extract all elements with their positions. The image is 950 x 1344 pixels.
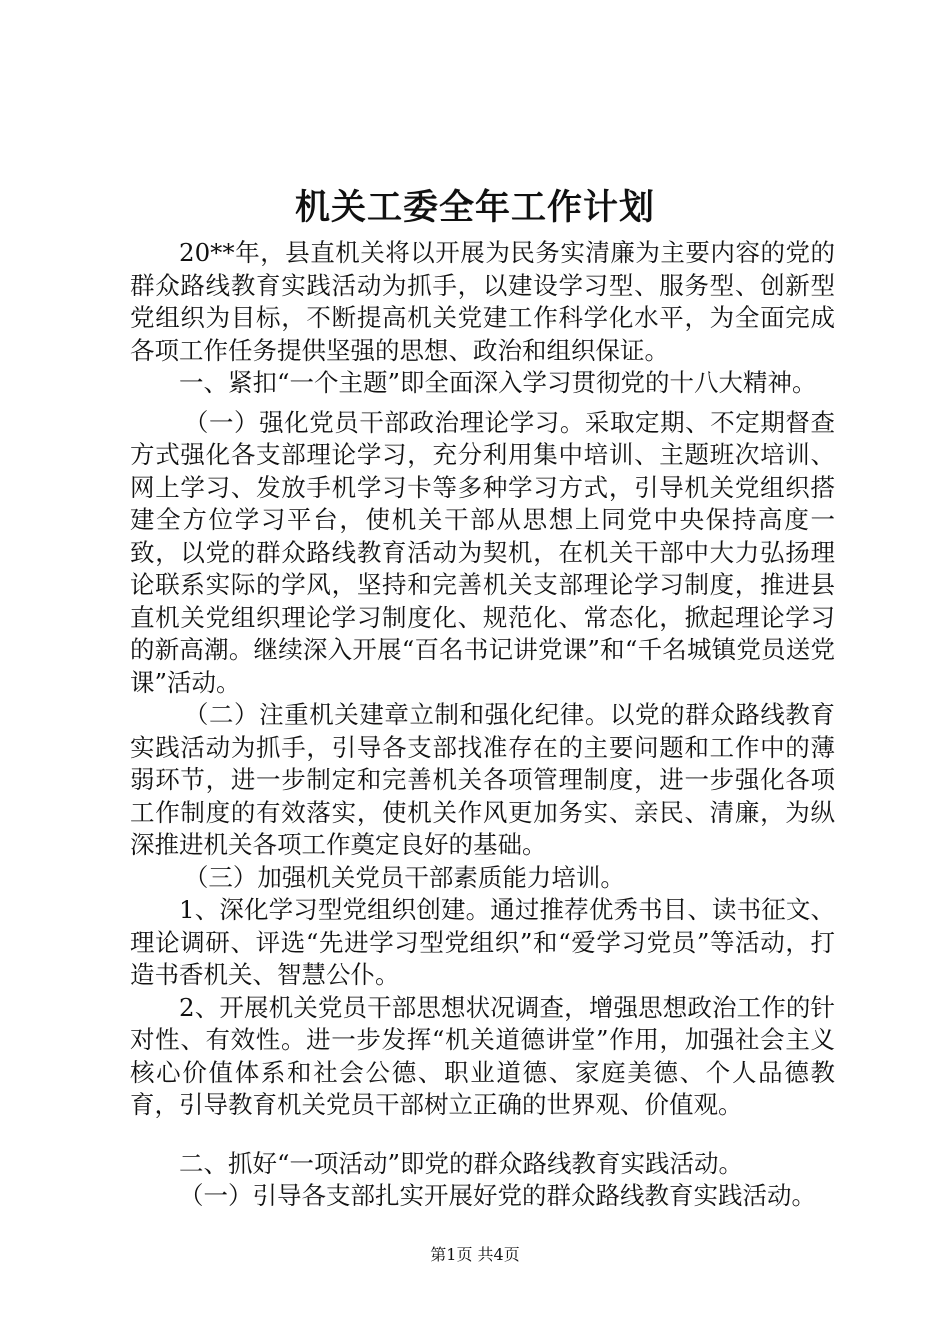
- page-number: 第1页 共4页: [430, 1245, 520, 1264]
- document-body: [130, 237, 835, 1213]
- subsection-1-2: （二）注重机关建章立制和强化纪律。以党的群众路线教育实践活动为抓手，引导各支部找准存在的主要问题和工作中的薄弱环节，进一步制定和完善机关各项管理制度，进一步强化各项工作制度的有效落实，使机关作风更加务实、亲民、清廉，为纵深推进机关各项工作奠定良好的基础。: [130, 700, 835, 859]
- section-heading-2: 二、抓好“一项活动”即党的群众路线教育实践活动。: [179, 1148, 744, 1178]
- document-title: 机关工委全年工作计划: [294, 187, 655, 228]
- subsection-2-1: （一）引导各支部扎实开展好党的群众路线教育实践活动。: [179, 1181, 816, 1210]
- item-2: 2、开展机关党员干部思想状况调查，增强思想政治工作的针对性、有效性。进一步发挥“机关道德讲堂”作用，加强社会主义核心价值体系和社会公德、职业道德、家庭美德、个人品德教育，引导教育机关党员干部树立正确的世界观、价值观。: [130, 992, 835, 1119]
- subsection-1-3: （三）加强机关党员干部素质能力培训。: [183, 862, 625, 892]
- item-1: 1、深化学习型党组织创建。通过推荐优秀书目、读书征文、理论调研、评选“先进学习型党组织”和“爱学习党员”等活动，打造书香机关、智慧公仆。: [130, 895, 835, 989]
- subsection-1-1: （一）强化党员干部政治理论学习。采取定期、不定期督查方式强化各支部理论学习，充分利用集中培训、主题班次培训、网上学习、发放手机学习卡等多种学习方式，引导机关党组织搭建全方位学习平台，使机关干部从思想上同党中央保持高度一致，以党的群众路线教育活动为契机，在机关干部中大力弘扬理论联系实际的学风，坚持和完善机关支部理论学习制度，推进县直机关党组织理论学习制度化、规范化、常态化，掀起理论学习的新高潮。继续深入开展“百名书记讲党课”和“千名城镇党员送党课”活动。: [130, 407, 835, 697]
- intro-paragraph: 20**年，县直机关将以开展为民务实清廉为主要内容的党的群众路线教育实践活动为抓手，以建设学习型、服务型、创新型党组织为目标，不断提高机关党建工作科学化水平，为全面完成各项工作任务提供坚强的思想、政治和组织保证。: [130, 238, 835, 365]
- section-heading-1: 一、紧扣“一个主题”即全面深入学习贯彻党的十八大精神。: [179, 368, 817, 397]
